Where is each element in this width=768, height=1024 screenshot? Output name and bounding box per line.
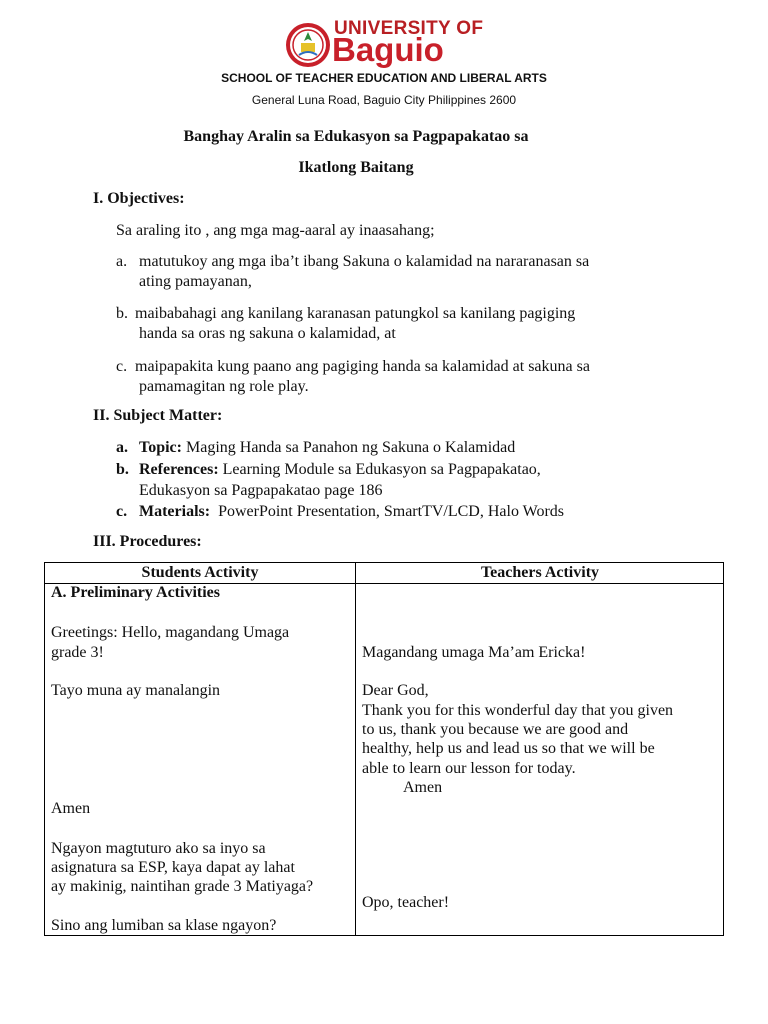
subject-matter-heading: II. Subject Matter: bbox=[93, 407, 223, 424]
subject-marker-a: a. bbox=[116, 439, 128, 456]
left-ngayon-line2: asignatura sa ESP, kaya dapat ay lahat bbox=[51, 859, 295, 876]
left-prayer-prompt: Tayo muna ay manalangin bbox=[51, 682, 221, 699]
table-column-divider bbox=[355, 563, 356, 935]
university-seal-logo bbox=[285, 22, 331, 68]
lesson-plan-title: Banghay Aralin sa Edukasyon sa Pagpapakatao sa bbox=[183, 128, 529, 145]
procedures-heading: III. Procedures: bbox=[93, 533, 202, 550]
objectives-intro: Sa araling ito , ang mga mag-aaral ay inaasahang; bbox=[116, 222, 435, 239]
objective-b-marker: b. bbox=[116, 305, 128, 322]
preliminary-activities-label: A. Preliminary Activities bbox=[51, 584, 220, 601]
right-prayer-line3: healthy, help us and lead us so that we will be bbox=[362, 740, 655, 757]
objective-a-line2: ating pamayanan, bbox=[139, 273, 252, 290]
right-prayer-line2: to us, thank you because we are good and bbox=[362, 721, 629, 738]
lesson-plan-grade: Ikatlong Baitang bbox=[298, 159, 414, 176]
subject-materials-line bbox=[139, 502, 564, 522]
right-opo-reply: Opo, teacher! bbox=[362, 894, 450, 911]
references-value-1: Learning Module sa Edukasyon sa Pagpapakatao, bbox=[222, 461, 541, 478]
right-prayer-line4: able to learn our lesson for today. bbox=[362, 760, 576, 777]
topic-value: Maging Handa sa Panahon ng Sakuna o Kalamidad bbox=[185, 439, 516, 456]
objectives-heading: I. Objectives: bbox=[93, 190, 185, 207]
right-amen: Amen bbox=[403, 779, 443, 796]
procedures-table bbox=[44, 562, 724, 936]
objective-a-marker: a. bbox=[116, 253, 128, 270]
left-absent-question: Sino ang lumiban sa klase ngayon? bbox=[51, 917, 277, 934]
right-greeting-reply: Magandang umaga Ma’am Ericka! bbox=[362, 644, 586, 661]
subject-topic-line bbox=[139, 438, 515, 458]
right-prayer-dear: Dear God, bbox=[362, 682, 429, 699]
objective-a-line1: matutukoy ang mga iba’t ibang Sakuna o kalamidad na nararanasan sa bbox=[139, 253, 590, 270]
objective-c-marker: c. bbox=[116, 358, 128, 375]
objective-b-line1: maibabahagi ang kanilang karanasan patungkol sa kanilang pagiging bbox=[135, 305, 576, 322]
school-name: SCHOOL OF TEACHER EDUCATION AND LIBERAL ARTS bbox=[221, 71, 547, 85]
logo-text-university-of: UNIVERSITY OF bbox=[334, 18, 484, 39]
left-ngayon-line1: Ngayon magtuturo ako sa inyo sa bbox=[51, 840, 266, 857]
materials-value: PowerPoint Presentation, SmartTV/LCD, Halo Words bbox=[218, 503, 565, 520]
left-greeting-line2: grade 3! bbox=[51, 644, 104, 661]
logo-text-baguio: Baguio bbox=[332, 31, 444, 68]
subject-marker-c: c. bbox=[116, 503, 128, 520]
references-label: References: bbox=[139, 461, 219, 478]
right-prayer-line1: Thank you for this wonderful day that you given bbox=[362, 702, 674, 719]
objective-b-line2: handa sa oras ng sakuna o kalamidad, at bbox=[139, 325, 396, 342]
teachers-activity-header: Teachers Activity bbox=[480, 564, 600, 581]
references-value-2: Edukasyon sa Pagpapakatao page 186 bbox=[139, 482, 383, 499]
objective-c-line1: maipapakita kung paano ang pagiging handa sa kalamidad at sakuna sa bbox=[135, 358, 590, 375]
school-address: General Luna Road, Baguio City Philippines 2600 bbox=[251, 93, 517, 107]
students-activity-header: Students Activity bbox=[141, 564, 259, 581]
subject-marker-b: b. bbox=[116, 461, 129, 478]
topic-label: Topic: bbox=[139, 439, 182, 456]
materials-label: Materials: bbox=[139, 503, 211, 520]
subject-references-line bbox=[139, 460, 541, 480]
left-ngayon-line3: ay makinig, naintihan grade 3 Matiyaga? bbox=[51, 878, 314, 895]
left-amen: Amen bbox=[51, 800, 91, 817]
objective-c-line2: pamamagitan ng role play. bbox=[139, 378, 309, 395]
left-greeting-line1: Greetings: Hello, magandang Umaga bbox=[51, 624, 290, 641]
